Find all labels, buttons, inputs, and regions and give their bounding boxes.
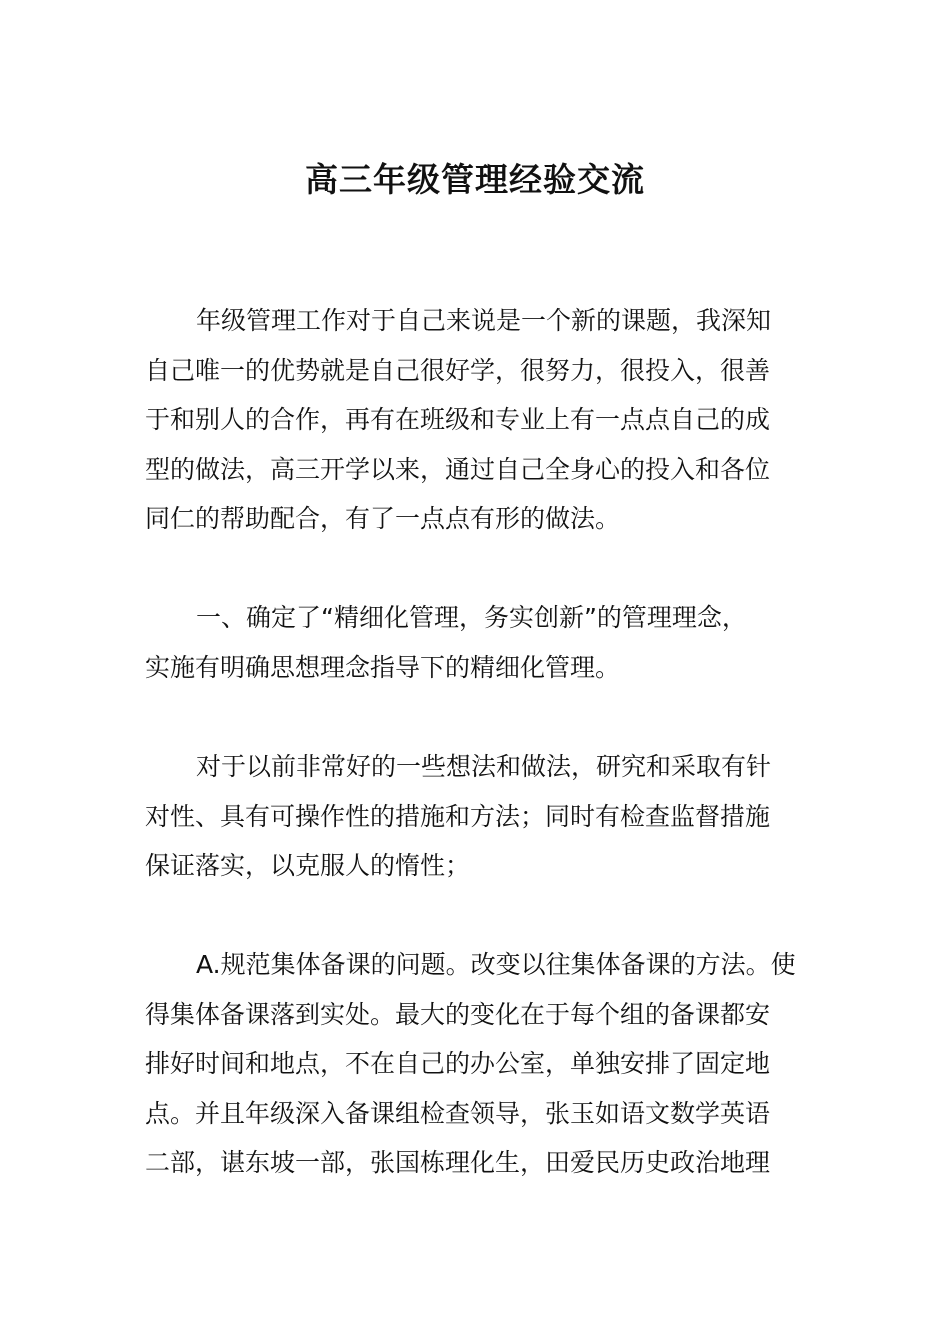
text-line: 年级管理工作对于自己来说是一个新的课题，我深知 [196, 306, 772, 335]
paragraph-section-one [145, 593, 807, 692]
text-line: 保证落实，以克服人的惰性； [145, 851, 471, 880]
text-line: 对于以前非常好的一些想法和做法，研究和采取有针 [196, 752, 772, 781]
text-line: 排好时间和地点，不在自己的办公室，单独安排了固定地 [145, 1049, 771, 1078]
text-line: 型的做法，高三开学以来，通过自己全身心的投入和各位 [145, 454, 771, 484]
text-line: A.规范集体备课的问题。改变以往集体备课的方法。使 [196, 950, 796, 979]
paragraph-intro [145, 296, 807, 544]
paragraph-item-a [145, 940, 807, 1188]
text-line: 一、确定了“精细化管理，务实创新”的管理理念， [196, 603, 747, 632]
text-line: 得集体备课落到实处。最大的变化在于每个组的备课都安 [145, 999, 771, 1029]
paragraph-methods [145, 742, 807, 891]
text-line: 同仁的帮助配合，有了一点点有形的做法。 [145, 504, 621, 533]
text-line: 实施有明确思想理念指导下的精细化管理。 [145, 652, 621, 682]
text-line: 二部，谌东坡一部，张国栋理化生，田爱民历史政治地理 [145, 1148, 771, 1177]
text-line: 于和别人的合作，再有在班级和专业上有一点点自己的成 [145, 405, 771, 434]
text-line: 自己唯一的优势就是自己很好学，很努力，很投入，很善 [145, 355, 771, 385]
text-line: 点。并且年级深入备课组检查领导，张玉如语文数学英语 [145, 1098, 771, 1128]
text-line: 对性、具有可操作性的措施和方法；同时有检查监督措施 [145, 801, 771, 831]
document-title: 高三年级管理经验交流 [305, 160, 645, 199]
